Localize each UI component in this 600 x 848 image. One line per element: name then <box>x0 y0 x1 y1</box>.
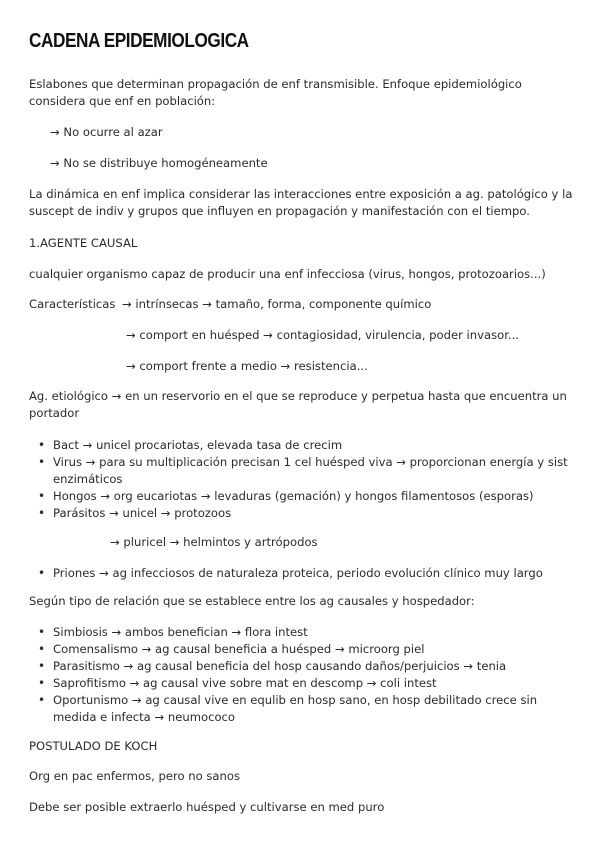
intro-point: → No se distribuye homogéneamente <box>50 156 268 170</box>
relation-heading: Según tipo de relación que se establece entre los ag causales y hospedador: <box>29 594 475 608</box>
list-item: • Virus → para su multiplicación precisan 1 cel huésped viva → proporcionan energía y sist enzimáticos <box>36 454 581 488</box>
characteristics-line: → intrínsecas → tamaño, forma, componente químico <box>122 297 432 311</box>
koch-point: Debe ser posible extraerlo huésped y cultivarse en med puro <box>29 800 385 814</box>
list-item: • Oportunismo → ag causal vive en equlib en hosp sano, en hosp debilitado crece sin medida e infecta → neumococo <box>36 692 581 726</box>
intro-paragraph: Eslabones que determinan propagación de enf transmisible. Enfoque epidemiológico considera que enf en población: <box>29 77 522 108</box>
dynamics-paragraph: La dinámica en enf implica considerar las interacciones entre exposición a ag. patológico y la suscept de indiv y grupos que influyen en propagación y manifestación con el tiempo. <box>29 187 573 218</box>
list-item: • Parasitismo → ag causal beneficia del hosp causando daños/perjuicios → tenia <box>36 658 581 675</box>
list-item: • Hongos → org eucariotas → levaduras (gemación) y hongos filamentosos (esporas) <box>36 488 581 505</box>
koch-point: Org en pac enfermos, pero no sanos <box>29 769 241 783</box>
characteristics-line: → comport en huésped → contagiosidad, virulencia, poder invasor... <box>126 328 519 342</box>
section-heading: 1.AGENTE CAUSAL <box>29 236 138 250</box>
page-title: CADENA EPIDEMIOLOGICA <box>29 30 249 52</box>
definition-paragraph: cualquier organismo capaz de producir una enf infecciosa (virus, hongos, protozoarios...) <box>29 267 546 281</box>
list-item: • Parásitos → unicel → protozoos <box>36 505 581 522</box>
intro-point: → No ocurre al azar <box>50 125 163 139</box>
list-item: • Comensalismo → ag causal beneficia a huésped → microorg piel <box>36 641 581 658</box>
list-item: • Bact → unicel procariotas, elevada tasa de crecim <box>36 437 581 454</box>
agents-list <box>36 437 581 522</box>
etiologic-paragraph: Ag. etiológico → en un reservorio en el que se reproduce y perpetua hasta que encuentra un portador <box>29 389 567 420</box>
relations-list <box>36 624 581 726</box>
pluricel-line: → pluricel → helmintos y artrópodos <box>110 535 318 549</box>
characteristics-label: Características <box>29 297 116 311</box>
list-item: • Saprofitismo → ag causal vive sobre mat en descomp → coli intest <box>36 675 581 692</box>
list-item: • Priones → ag infecciosos de naturaleza proteica, periodo evolución clínico muy largo <box>36 565 581 582</box>
list-item: • Simbiosis → ambos benefician → flora intest <box>36 624 581 641</box>
koch-heading: POSTULADO DE KOCH <box>29 739 158 753</box>
characteristics-line: → comport frente a medio → resistencia... <box>126 359 368 373</box>
prions-list <box>36 565 581 582</box>
